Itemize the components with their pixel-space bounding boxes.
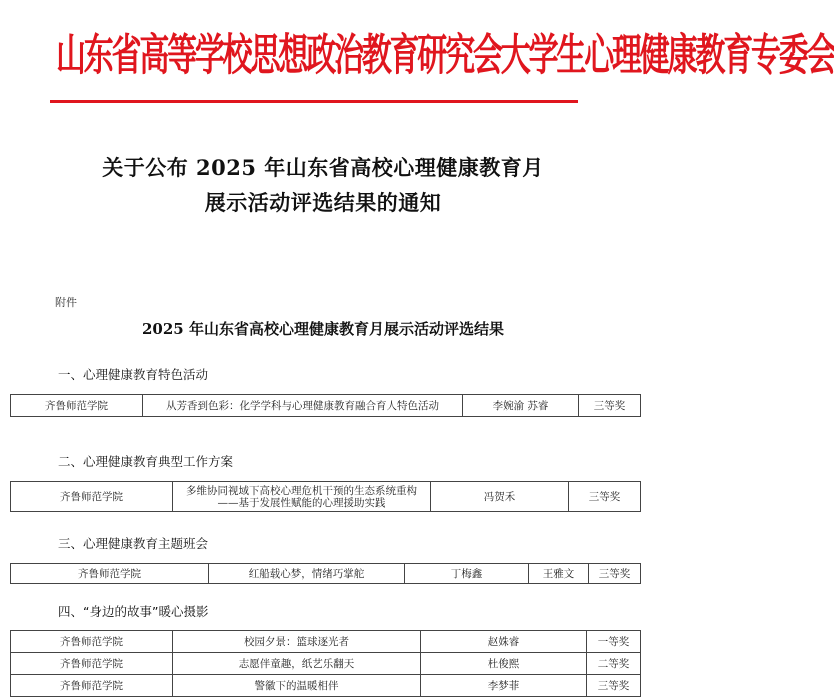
award-cell: 三等奖 [587, 675, 641, 697]
award-cell: 三等奖 [569, 482, 641, 512]
org-banner: 山东省高等学校思想政治教育研究会大学生心理健康教育专委会 [56, 30, 834, 82]
school-cell: 齐鲁师范学院 [11, 564, 209, 584]
table-row [11, 653, 641, 675]
school-cell: 齐鲁师范学院 [11, 631, 173, 653]
results-table-featured-activity [10, 394, 641, 417]
award-cell: 二等奖 [587, 653, 641, 675]
people-cell: 冯贺禾 [431, 482, 569, 512]
doc-title-line2: 展示活动评选结果的通知 [204, 190, 442, 215]
section-heading-photography: 四、“身边的故事”暖心摄影 [58, 604, 209, 619]
results-table-photography [10, 630, 641, 697]
school-cell: 齐鲁师范学院 [11, 675, 173, 697]
award-cell: 三等奖 [579, 395, 641, 417]
people-cell: 李梦菲 [421, 675, 587, 697]
section-heading-work-plan: 二、心理健康教育典型工作方案 [58, 454, 234, 469]
award-cell: 一等奖 [587, 631, 641, 653]
table-row [11, 675, 641, 697]
results-subtitle: 2025 年山东省高校心理健康教育月展示活动评选结果 [142, 320, 504, 338]
people-cell: 王雅文 [529, 564, 589, 584]
project-cell: 多维协同视域下高校心理危机干预的生态系统重构——基于发展性赋能的心理援助实践 [173, 482, 431, 512]
attachment-label: 附件 [55, 296, 77, 309]
school-cell: 齐鲁师范学院 [11, 395, 143, 417]
project-cell: 校园夕景：篮球逐光者 [173, 631, 421, 653]
school-cell: 齐鲁师范学院 [11, 482, 173, 512]
doc-title-line1: 关于公布 2025 年山东省高校心理健康教育月 [102, 155, 544, 180]
people-cell: 丁梅鑫 [405, 564, 529, 584]
red-divider [50, 100, 578, 103]
project-cell: 从芳香到色彩：化学学科与心理健康教育融合育人特色活动 [143, 395, 463, 417]
results-table-theme-class [10, 563, 641, 584]
table-row [11, 395, 641, 417]
table-row [11, 482, 641, 512]
project-cell: 警徽下的温暖相伴 [173, 675, 421, 697]
table-row [11, 631, 641, 653]
table-row [11, 564, 641, 584]
section-heading-featured-activity: 一、心理健康教育特色活动 [58, 367, 209, 382]
award-cell: 三等奖 [589, 564, 641, 584]
school-cell: 齐鲁师范学院 [11, 653, 173, 675]
results-table-work-plan [10, 481, 641, 512]
project-cell: 志愿伴童趣，纸艺乐翻天 [173, 653, 421, 675]
section-heading-theme-class: 三、心理健康教育主题班会 [58, 536, 209, 551]
people-cell: 杜俊熙 [421, 653, 587, 675]
people-cell: 赵姝睿 [421, 631, 587, 653]
project-cell: 红船载心梦，情绪巧掌舵 [209, 564, 405, 584]
people-cell: 李婉渝 苏睿 [463, 395, 579, 417]
